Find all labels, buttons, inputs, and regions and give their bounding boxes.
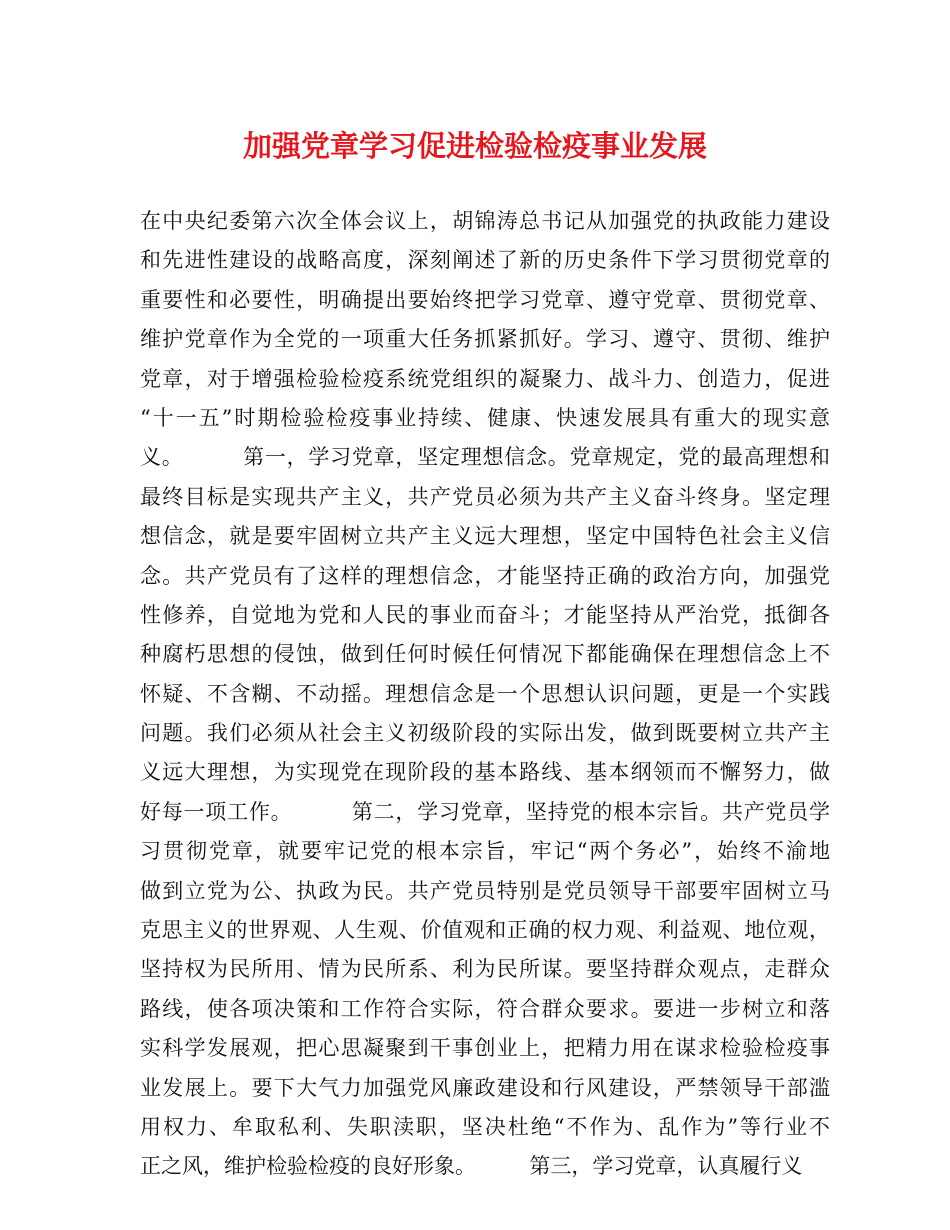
body-line: 做到立党为公、执政为民。共产党员特别是党员领导干部要牢固树立马	[140, 878, 830, 903]
body-line: 想信念，就是要牢固树立共产主义远大理想，坚定中国特色社会主义信	[140, 524, 830, 549]
body-line: 种腐朽思想的侵蚀，做到任何时候任何情况下都能确保在理想信念上不	[140, 642, 830, 667]
body-line: 义。 第一，学习党章，坚定理想信念。党章规定，党的最高理想和	[140, 445, 830, 470]
body-line: 好每一项工作。 第二，学习党章，坚持党的根本宗旨。共产党员学	[140, 799, 830, 824]
body-line: 念。共产党员有了这样的理想信念，才能坚持正确的政治方向，加强党	[140, 563, 830, 588]
body-line: 党章，对于增强检验检疫系统党组织的凝聚力、战斗力、创造力，促进	[140, 366, 830, 391]
document-title: 加强党章学习促进检验检疫事业发展	[242, 129, 707, 163]
body-line: 坚持权为民所用、情为民所系、利为民所谋。要坚持群众观点，走群众	[140, 957, 830, 982]
body-line: 最终目标是实现共产主义，共产党员必须为共产主义奋斗终身。坚定理	[140, 484, 830, 509]
body-line: 习贯彻党章，就要牢记党的根本宗旨，牢记“两个务必”，始终不渝地	[140, 839, 830, 864]
body-line: 用权力、牟取私利、失职渎职，坚决杜绝“不作为、乱作为”等行业不	[140, 1114, 830, 1139]
body-line: 性修养，自觉地为党和人民的事业而奋斗；才能坚持从严治党，抵御各	[140, 602, 830, 627]
body-line: 业发展上。要下大气力加强党风廉政建设和行风建设，严禁领导干部滥	[140, 1075, 830, 1100]
body-line: 怀疑、不含糊、不动摇。理想信念是一个思想认识问题，更是一个实践	[140, 681, 830, 706]
body-line: 在中央纪委第六次全体会议上，胡锦涛总书记从加强党的执政能力建设	[140, 209, 830, 233]
body-line: 维护党章作为全党的一项重大任务抓紧抓好。学习、遵守、贯彻、维护	[140, 327, 830, 352]
body-line: “十一五”时期检验检疫事业持续、健康、快速发展具有重大的现实意	[140, 405, 830, 430]
body-line: 实科学发展观，把心思凝聚到干事创业上，把精力用在谋求检验检疫事	[140, 1036, 830, 1061]
body-line: 和先进性建设的战略高度，深刻阐述了新的历史条件下学习贯彻党章的	[140, 248, 830, 273]
body-line: 重要性和必要性，明确提出要始终把学习党章、遵守党章、贯彻党章、	[140, 287, 830, 312]
body-line: 正之风，维护检验检疫的良好形象。 第三，学习党章，认真履行义	[140, 1154, 803, 1179]
body-line: 路线，使各项决策和工作符合实际，符合群众要求。要进一步树立和落	[140, 996, 830, 1021]
body-line: 问题。我们必须从社会主义初级阶段的实际出发，做到既要树立共产主	[140, 721, 830, 746]
body-line: 克思主义的世界观、人生观、价值观和正确的权力观、利益观、地位观，	[140, 918, 830, 943]
document-body	[140, 202, 830, 1187]
body-line: 义远大理想，为实现党在现阶段的基本路线、基本纲领而不懈努力，做	[140, 760, 830, 785]
